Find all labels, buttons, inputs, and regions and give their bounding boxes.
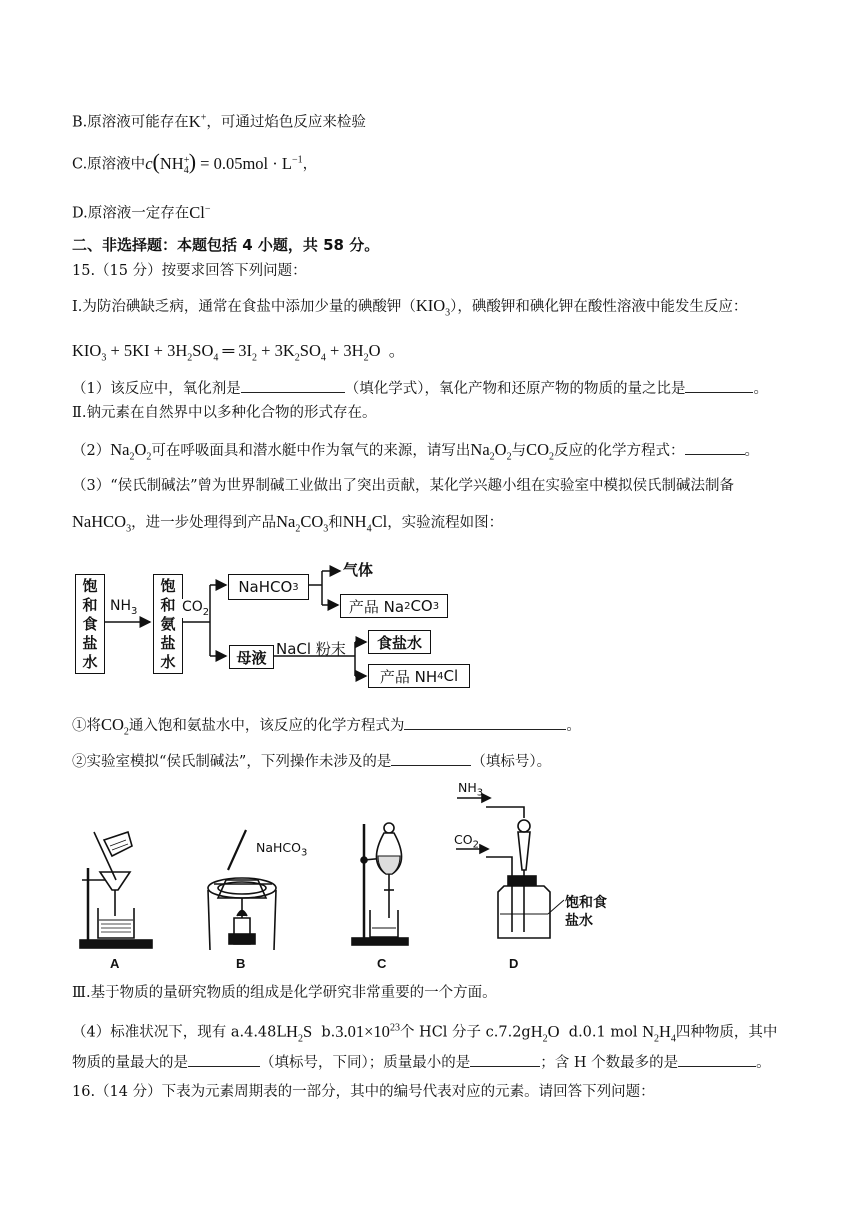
flow-box-nahco3: NaHCO 3 xyxy=(228,574,309,600)
apparatus-label-d: D xyxy=(509,956,519,971)
option-c-text: C.原溶液中 xyxy=(72,156,146,173)
apparatus-label-a: A xyxy=(110,956,120,971)
apparatus-label-b: B xyxy=(236,956,246,971)
option-d: D.原溶液一定存在Cl− xyxy=(72,202,211,222)
q15-part3: Ⅲ.基于物质的量研究物质的组成是化学研究非常重要的一个方面。 xyxy=(72,985,497,1001)
option-c: C.原溶液中c(NH $_{+ 4}) = 0.05mol \cdot L^{-1}$， xyxy=(72,148,318,176)
apparatus-d-liquid-label: 饱和食 盐水 xyxy=(565,895,607,929)
q15-q4-line1: （4）标准状况下，现有 $a.4.48LH_2S$ $b.3.01\times 10^{23}$个 HCl 分子 $c.7.2gH_2O$ d.0.1 mol $N_2H_4$四种物质，其中 xyxy=(72,1021,778,1044)
q15-q3-line1: （3）“侯氏制碱法”曾为世界制碱工业做出了突出贡献，某化学兴趣小组在实验室中模拟侯氏制碱法制备 xyxy=(72,478,735,494)
q15-part1: Ⅰ.为防治碘缺乏病，通常在食盐中添加少量的碘酸钾$(KIO_3)$，碘酸钾和碘化钾在酸性溶液中能发生反应： xyxy=(72,296,748,319)
section-title: 二、非选择题：本题包括 4 小题，共 58 分。 xyxy=(72,236,380,254)
option-b-text: B.原溶液可能存在 xyxy=(72,114,189,131)
flow-label-nacl: NaCl 粉末 xyxy=(276,640,346,658)
apparatus-d-nh3: $NH_3$ xyxy=(458,780,484,799)
flow-label-gas: 气体 xyxy=(343,561,374,579)
flow-box-brine: 食盐水 xyxy=(368,630,431,654)
answer-blank[interactable] xyxy=(678,1052,756,1067)
answer-blank[interactable] xyxy=(470,1052,540,1067)
q15-header: 15.（15 分）按要求回答下列问题： xyxy=(72,263,307,279)
answer-blank[interactable] xyxy=(188,1052,260,1067)
q15-sub1: ①将$CO_2$通入饱和氨盐水中，该反应的化学方程式为 。 xyxy=(72,715,581,738)
q15-q1: （1）该反应中，氧化剂是 （填化学式），氧化产物和还原产物的物质的量之比是 。 xyxy=(72,378,768,399)
option-b: B.原溶液可能存在K+，可通过焰色反应来检验 xyxy=(72,111,366,131)
q15-equation: $KIO_3 + 5KI + 3H_2SO_4$ ═ $3I_2 + 3K_2SO_4 + 3H_2O$ 。 xyxy=(72,341,406,364)
q15-sub2: ②实验室模拟“侯氏制碱法”，下列操作未涉及的是 （填标号）。 xyxy=(72,751,551,772)
apparatus-b-label: NaHCO$_3$ xyxy=(256,840,308,859)
flow-label-nh3: $NH_3$ xyxy=(110,598,138,617)
q15-q2: $(2)Na_2O_2$可在呼吸面具和潜水艇中作为氧气的来源，请写出$Na_2O_2$与$CO_2$反应的化学方程式： 。 xyxy=(72,440,759,463)
flow-box-mother-liquor: 母液 xyxy=(229,645,274,669)
q15-part2: Ⅱ.钠元素在自然界中以多种化合物的形式存在。 xyxy=(72,405,377,421)
apparatus-label-c: C xyxy=(377,956,387,971)
flow-label-co2: $CO_2$ xyxy=(182,599,210,618)
flow-box-ammoniated-brine: 饱 和 氨 盐 水 xyxy=(153,574,183,674)
apparatus-c-separatory xyxy=(352,823,408,945)
q16-header: 16.（14 分）下表为元素周期表的一部分，其中的编号代表对应的元素。请回答下列问题： xyxy=(72,1084,655,1100)
apparatus-d-co2: $CO_2$ xyxy=(454,832,479,851)
flow-box-saturated-brine: 饱 和 食 盐 水 xyxy=(75,574,105,674)
apparatus-a-filtration xyxy=(80,832,152,948)
q15-q3-line2: NaHCO$_3$，进一步处理得到产品$Na_2CO_3$和$NH_4Cl$，实验流程如图： xyxy=(72,512,504,535)
option-d-text: D.原溶液一定存在 xyxy=(72,205,190,222)
q15-q4-line2: 物质的量最大的是 （填标号，下同）；质量最小的是 ；含 H 个数最多的是 。 xyxy=(72,1052,771,1073)
apparatus-d-bottle xyxy=(456,794,564,938)
flow-box-product-nh4cl: 产品 NH 4 Cl xyxy=(368,664,470,688)
flow-box-product-na2co3: 产品 Na 2 CO 3 xyxy=(340,594,448,618)
